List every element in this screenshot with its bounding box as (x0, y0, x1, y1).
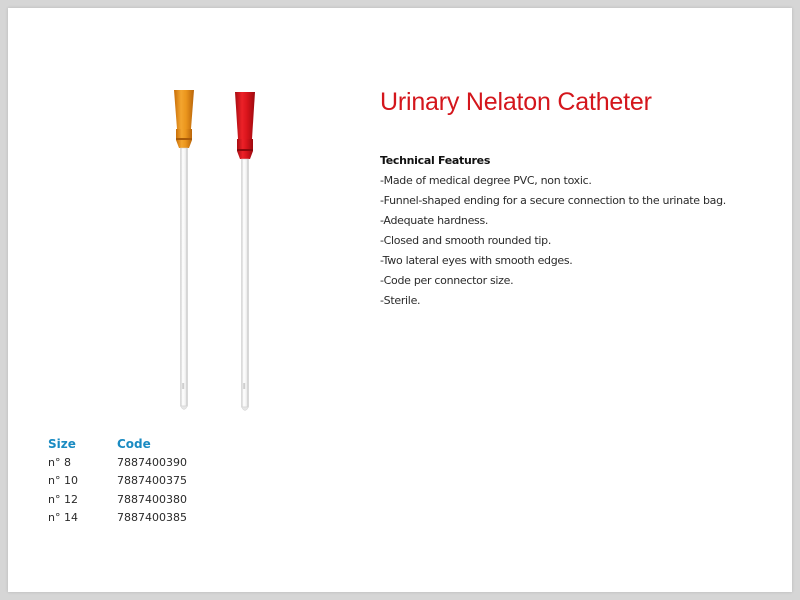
catheter-image (158, 83, 268, 418)
code-cell: 7887400385 (117, 511, 187, 525)
technical-features (380, 151, 726, 311)
product-sheet (8, 8, 792, 592)
orange-catheter (174, 90, 194, 410)
feature-item: -Made of medical degree PVC, non toxic. (380, 174, 592, 187)
table-row (48, 490, 237, 509)
code-cell: 7887400390 (117, 455, 187, 469)
feature-item: -Closed and smooth rounded tip. (380, 234, 552, 247)
feature-item: -Two lateral eyes with smooth edges. (380, 254, 573, 267)
product-title: Urinary Nelaton Catheter (380, 88, 652, 116)
table-row (48, 453, 237, 472)
size-cell: n° 14 (48, 511, 78, 525)
features-heading: Technical Features (380, 154, 491, 167)
size-cell: n° 10 (48, 474, 78, 488)
feature-item: -Code per connector size. (380, 274, 514, 287)
size-column-header: Size (48, 437, 76, 451)
size-cell: n° 8 (48, 455, 71, 469)
code-cell: 7887400380 (117, 492, 187, 506)
feature-item: -Sterile. (380, 294, 421, 307)
size-cell: n° 12 (48, 492, 78, 506)
table-row (48, 509, 237, 528)
size-code-table (48, 435, 237, 527)
red-catheter (235, 92, 255, 411)
feature-item: -Adequate hardness. (380, 214, 489, 227)
table-header (48, 435, 237, 453)
code-column-header: Code (117, 437, 151, 451)
code-cell: 7887400375 (117, 474, 187, 488)
feature-item: -Funnel-shaped ending for a secure connection to the urinate bag. (380, 194, 726, 207)
table-row (48, 472, 237, 491)
